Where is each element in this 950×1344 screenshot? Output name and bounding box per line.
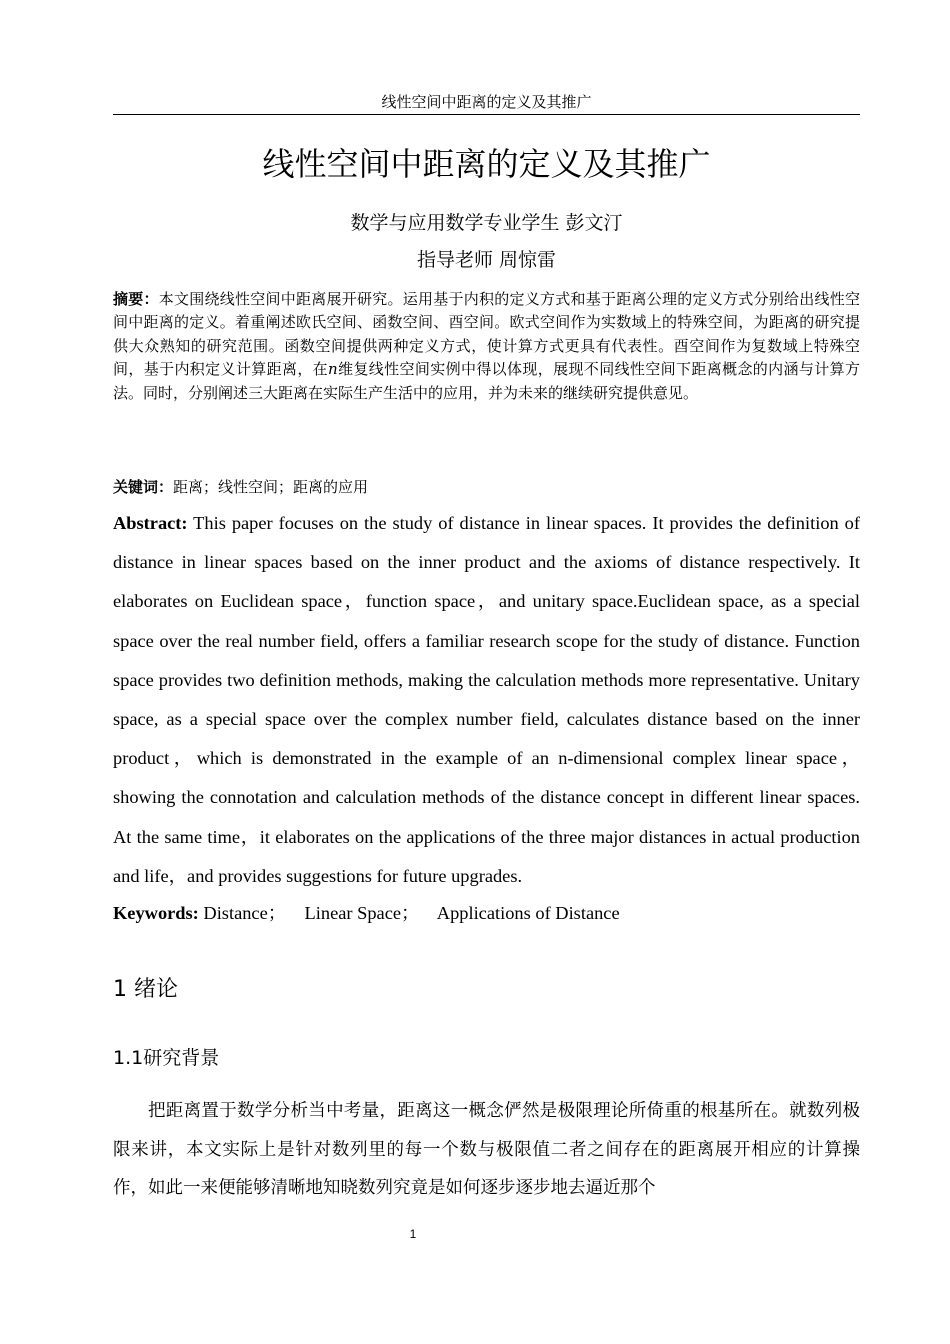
author-line: 数学与应用数学专业学生 彭文汀 [350,212,623,234]
section-heading: 1 绪论 [113,977,178,1002]
english-keywords-text: Distance； Linear Space； Applications of Distance [198,903,620,923]
english-abstract-label: Abstract: [113,513,188,533]
english-keywords [113,899,860,927]
math-variable-n: n [328,360,338,379]
chinese-keywords [113,476,860,499]
advisor-line: 指导老师 周惊雷 [416,249,557,271]
chinese-abstract [113,288,860,405]
english-abstract [113,504,860,896]
chinese-keywords-label: 关键词： [113,478,174,496]
running-header: 线性空间中距离的定义及其推广 [113,92,860,115]
page-number: 1 [409,1227,417,1241]
chinese-abstract-text: 本文围绕线性空间中距离展开研究。运用基于内积的定义方式和基于距离公理的定义方式分别给出线性空间中距离的定义。着重阐述欧氏空间、函数空间、酉空间。欧式空间作为实数域上的特殊空间，为距离的研究提供大众熟知的研究范围。函数空间提供两种定义方式，使计算方式更具有代表性。酉空间作为复数域上特殊空间，基于内积定义计算距离，在 [113,290,860,379]
chinese-abstract-label: 摘要： [113,290,159,308]
subsection-heading: 1.1研究背景 [113,1047,220,1069]
body-paragraph: 把距离置于数学分析当中考量，距离这一概念俨然是极限理论所倚重的根基所在。就数列极限来讲，本文实际上是针对数列里的每一个数与极限值二者之间存在的距离展开相应的计算操作，如此一来便能够清晰地知晓数列究竟是如何逐步逐步地去逼近那个 [113,1101,860,1199]
english-abstract-text: This paper focuses on the study of distance in linear spaces. It provides the definition of distance in linear spaces based on the inner product and the axioms of distance respectively. It elaborates on Euclidean space，function space，and unitary space.Euclidean space, as a special space over the real number field, offers a familiar research scope for the study of distance. Function space provides two definition methods, making the calculation methods more representative. Unitary space, as a special space over the complex number field, calculates distance based on the inner product，which is demonstrated in the example of an n-dimensional complex linear space， showing the connotation and calculation methods of the distance concept in different linear spaces. At the same time，it elaborates on the applications of the three major distances in actual production and life，and provides suggestions for future upgrades. [113,513,860,886]
chinese-abstract-text-continued: 维复线性空间实例中得以体现，展现不同线性空间下距离概念的内涵与计算方法。同时，分别阐述三大距离在实际生产生活中的应用，并为未来的继续研究提供意见。 [113,360,860,402]
chinese-keywords-text: 距离；线性空间；距离的应用 [173,478,369,496]
english-keywords-label: Keywords: [113,903,199,923]
paper-title: 线性空间中距离的定义及其推广 [262,145,711,183]
